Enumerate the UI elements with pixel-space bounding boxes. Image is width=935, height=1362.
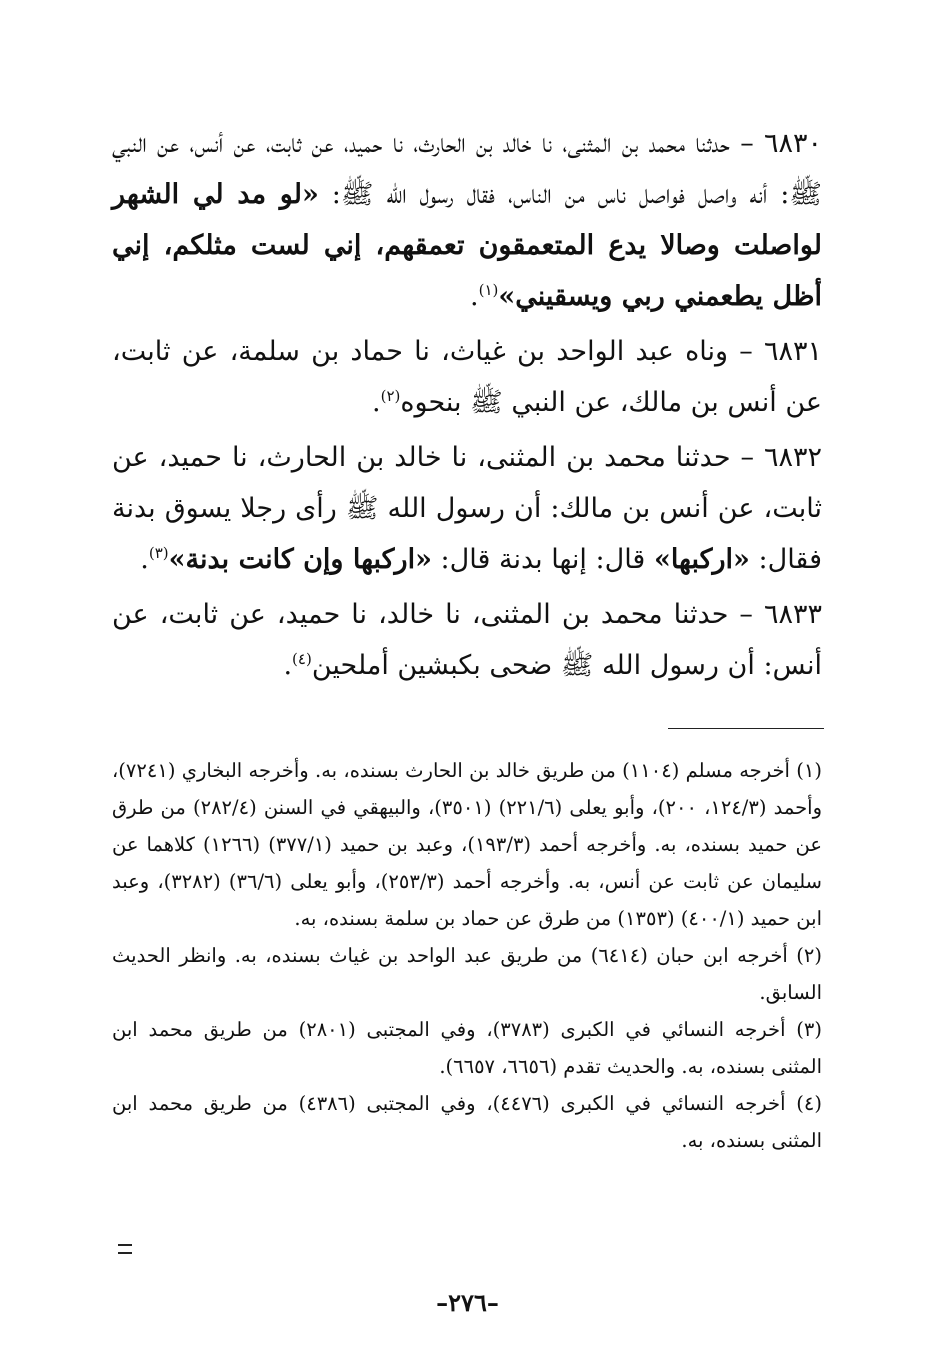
hadith-text: ٦٨٣٣ – حدثنا محمد بن المثنى، نا خالد، نا حميد، عن ثابت، عن أنس: أن رسول الله ﷺ ضحى بكبشين أملحين (112, 599, 822, 681)
footnote-reference[interactable]: (٣) (148, 544, 169, 562)
footnote-reference[interactable]: (٢) (380, 387, 401, 405)
hadith-6832 (112, 432, 822, 585)
footnote-1: (١) أخرجه مسلم (١١٠٤) من طريق خالد بن الحارث بسنده، به. وأخرجه البخاري (٧٢٤١)، وأحمد (١٢٤/٣، ٢٠٠)، وأبو يعلى (٢٢١/٦) (٣٥٠١)، والبيهقي في السنن (٢٨٢/٤) من طرق عن حميد بسنده، به. وأخرجه أحمد (١٩٣/٣)، وعبد بن حميد (٣٧٧/١) (١٢٦٦) كلاهما عن سليمان عن ثابت عن أنس، به. وأخرجه أحمد (٢٥٣/٣)، وأبو يعلى (٣٦/٦) (٣٢٨٢)، وعبد ابن حميد (٤٠٠/١) (١٣٥٣) من طرق عن حماد بن سلمة بسنده، به. (112, 759, 823, 930)
footnote-4: (٤) أخرجه النسائي في الكبرى (٤٤٧٦)، وفي المجتبى (٤٣٨٦) من طريق محمد ابن المثنى بسنده، به. (112, 1092, 822, 1152)
hadith-text: ٦٨٣١ – وناه عبد الواحد بن غياث، نا حماد بن سلمة، عن ثابت، عن أنس بن مالك، عن النبي ﷺ بنحوه (112, 336, 822, 418)
hadith-end-mark: . (470, 281, 479, 312)
footnote-3: (٣) أخرجه النسائي في الكبرى (٣٧٨٣)، وفي المجتبى (٢٨٠١) من طريق محمد ابن المثنى بسنده، به. والحديث تقدم (٦٦٥٦، ٦٦٥٧). (112, 1018, 822, 1078)
hadith-end-mark: . (283, 650, 293, 681)
hadith-quote-bold: «لو مد لي الشهر لواصلت وصالا يدع المتعمقون تعمقهم، إني لست مثلكم، إني أظل يطعمني ربي ويسقيني» (112, 179, 822, 312)
hadith-6830 (112, 118, 822, 322)
hadith-section (112, 118, 822, 695)
hadith-quote-bold: «اركبها» (653, 544, 750, 575)
page-number: –٢٧٦– (436, 1288, 499, 1317)
hadith-6833 (112, 589, 822, 691)
footnote-reference[interactable]: (١) (478, 281, 499, 299)
hadith-end-mark: . (372, 387, 381, 418)
hadith-text-continued: قال: إنها بدنة قال: (431, 544, 654, 575)
hadith-end-mark: . (140, 544, 149, 575)
hadith-6831 (112, 326, 822, 428)
hadith-quote-bold-2: «اركبها وإن كانت بدنة» (168, 544, 432, 575)
footnote-reference[interactable]: (٤) (292, 650, 312, 668)
footnote-separator (668, 728, 824, 729)
hadith-text: ٦٨٣٠ – حدثنا محمد بن المثنى، نا خالد بن الحارث، نا حميد، عن ثابت، عن أنس، عن النبي ﷺ: أنه واصل فواصل ناس من الناس، فقال رسول الله ﷺ: (112, 128, 822, 210)
footnote-2: (٢) أخرجه ابن حبان (٦٤١٤) من طريق عبد الواحد بن غياث بسنده، به. وانظر الحديث السابق. (112, 944, 822, 1004)
footnotes-section (112, 752, 822, 1159)
hadith-text: ٦٨٣٢ – حدثنا محمد بن المثنى، نا خالد بن الحارث، نا حميد، عن ثابت، عن أنس بن مالك: أن رسول الله ﷺ رأى رجلا يسوق بدنة فقال: (112, 442, 822, 575)
section-end-mark (118, 1244, 132, 1254)
